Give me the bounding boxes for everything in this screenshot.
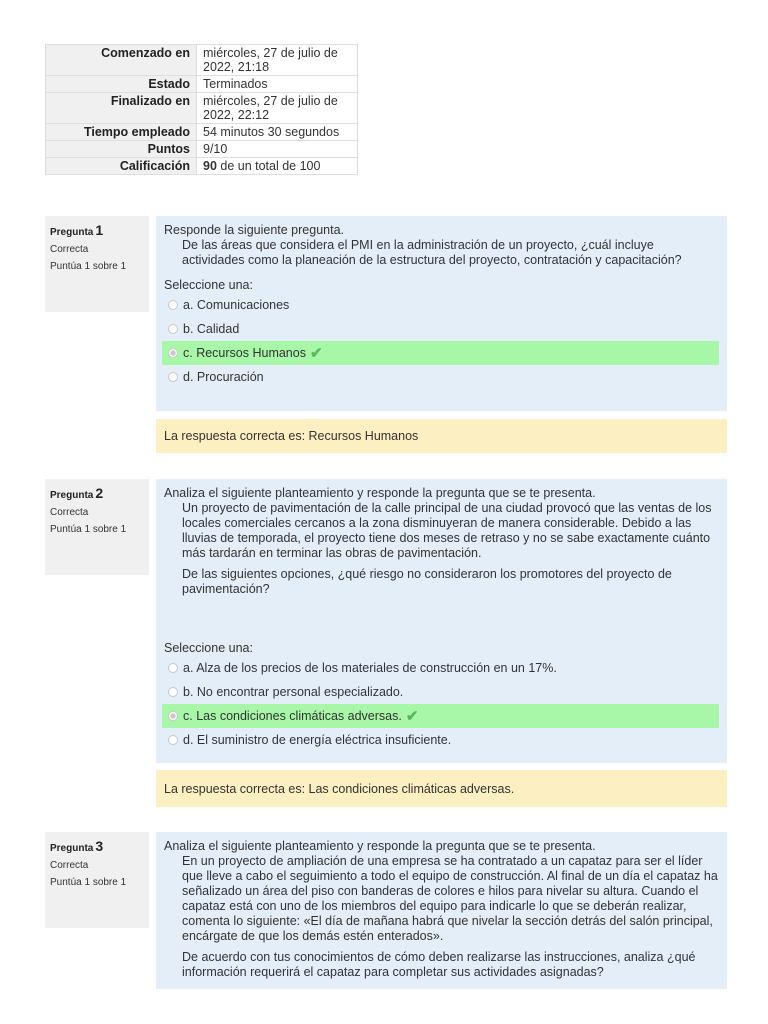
radio-button[interactable] — [168, 663, 178, 673]
question-content — [156, 832, 727, 989]
summary-value: 9/10 — [197, 141, 358, 158]
summary-value: 54 minutos 30 segundos — [197, 124, 358, 141]
question-score: Puntúa 1 sobre 1 — [50, 877, 127, 888]
question-info — [45, 479, 149, 575]
question-text: De las áreas que considera el PMI en la administración de un proyecto, ¿cuál incluye actividades como la planeación de la estructura del proyecto, contratación y capacitación? — [182, 238, 682, 267]
question-content — [156, 479, 727, 763]
answer-option[interactable]: a. Alza de los precios de los materiales de construcción en un 17%. — [162, 656, 719, 680]
question-text: Un proyecto de pavimentación de la calle principal de una ciudad provocó que las ventas de los locales comerciales cercanos a la zona disminuyeran de manera considerable. Debido a las lluvias de temporada, el proyecto tiene dos meses de retraso y no se sabe exactamente cuánto más tardarán en terminar las obras de pavimentación. — [182, 501, 712, 560]
check-icon: ✔ — [309, 344, 323, 362]
question-info — [45, 216, 149, 312]
select-label: Seleccione una: — [164, 641, 253, 655]
question-intro: Analiza el siguiente planteamiento y responde la pregunta que se te presenta. — [164, 839, 596, 853]
select-label: Seleccione una: — [164, 278, 253, 292]
check-icon: ✔ — [405, 707, 419, 725]
question-prompt: De las siguientes opciones, ¿qué riesgo no consideraron los promotores del proyecto de pavimentación? — [182, 567, 672, 596]
correct-answer-feedback: La respuesta correcta es: Las condiciones climáticas adversas. — [156, 770, 727, 807]
summary-value: miércoles, 27 de julio de 2022, 21:18 — [197, 45, 358, 76]
summary-key: Puntos — [46, 141, 197, 158]
question-status: Correcta — [50, 860, 89, 871]
question-info — [45, 832, 149, 928]
question-number: Pregunta 1 — [50, 222, 104, 238]
radio-button[interactable] — [168, 711, 178, 721]
attempt-summary-table — [45, 44, 358, 175]
question-prompt: De acuerdo con tus conocimientos de cómo deben realizarse las instrucciones, analiza ¿qué información requerirá el capataz para completar sus actividades asignadas? — [182, 950, 696, 979]
summary-key: Calificación — [46, 158, 197, 175]
question-intro: Analiza el siguiente planteamiento y responde la pregunta que se te presenta. — [164, 486, 596, 500]
question-text: En un proyecto de ampliación de una empresa se ha contratado a un capataz para ser el líder que lleve a cabo el seguimiento a todo el equipo de construcción. Al final de un día el capataz ha señalizado un área del piso con banderas de colores e hilos para nivelar su altura. Cuando el capataz está con uno de los miembros del equipo para indicarle lo que se deberán realizar, comenta lo siguiente: «El día de mañana habrá que nivelar la sección detrás del salón principal, encárgate de que los demás estén enterados». — [182, 854, 718, 943]
summary-key: Finalizado en — [46, 93, 197, 124]
radio-button[interactable] — [168, 348, 178, 358]
answer-option[interactable]: a. Comunicaciones — [162, 293, 719, 317]
summary-value: miércoles, 27 de julio de 2022, 22:12 — [197, 93, 358, 124]
question-number: Pregunta 2 — [50, 485, 104, 501]
summary-row — [46, 158, 358, 175]
radio-button[interactable] — [168, 324, 178, 334]
question-intro: Responde la siguiente pregunta. — [164, 223, 344, 237]
radio-button[interactable] — [168, 372, 178, 382]
summary-key: Comenzado en — [46, 45, 197, 76]
summary-row — [46, 45, 358, 76]
answer-option[interactable]: d. Procuración — [162, 365, 719, 389]
summary-row — [46, 124, 358, 141]
answer-option[interactable]: d. El suministro de energía eléctrica insuficiente. — [162, 728, 719, 752]
correct-answer-feedback: La respuesta correcta es: Recursos Humanos — [156, 419, 727, 453]
answer-option-selected[interactable]: c. Las condiciones climáticas adversas. ✔ — [162, 704, 719, 728]
summary-key: Estado — [46, 76, 197, 93]
grade-value: 90 — [203, 159, 217, 173]
question-score: Puntúa 1 sobre 1 — [50, 261, 127, 272]
radio-button[interactable] — [168, 735, 178, 745]
radio-button[interactable] — [168, 687, 178, 697]
question-status: Correcta — [50, 244, 89, 255]
question-status: Correcta — [50, 507, 89, 518]
summary-value: Terminados — [197, 76, 358, 93]
question-number: Pregunta 3 — [50, 838, 104, 854]
summary-row — [46, 141, 358, 158]
summary-row — [46, 93, 358, 124]
summary-value — [197, 158, 358, 175]
answer-option[interactable]: b. Calidad — [162, 317, 719, 341]
question-content — [156, 216, 727, 411]
summary-row — [46, 76, 358, 93]
answer-option-selected[interactable]: c. Recursos Humanos ✔ — [162, 341, 719, 365]
question-score: Puntúa 1 sobre 1 — [50, 524, 127, 535]
grade-total: de un total de 100 — [216, 159, 321, 173]
answer-option[interactable]: b. No encontrar personal especializado. — [162, 680, 719, 704]
summary-key: Tiempo empleado — [46, 124, 197, 141]
radio-button[interactable] — [168, 300, 178, 310]
